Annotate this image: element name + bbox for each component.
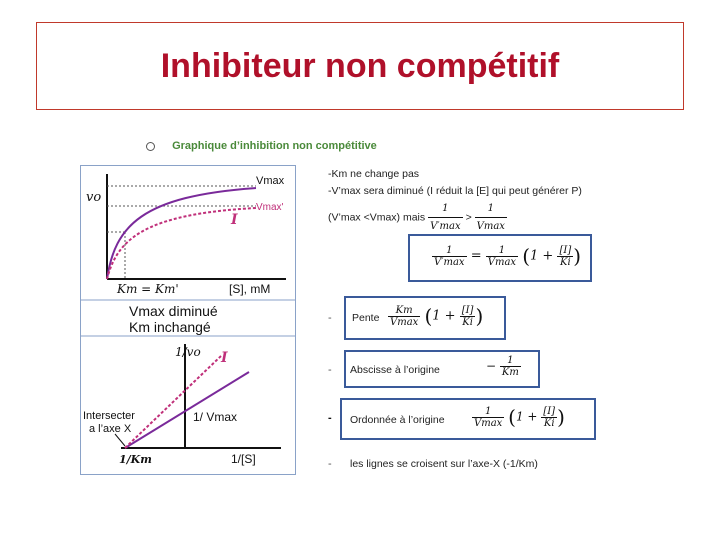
y-intercept-i-over-ki [541, 406, 557, 429]
greater-than-sign: > [465, 211, 472, 224]
inhibition-figure-svg [81, 166, 295, 474]
right-paren: ) [557, 405, 565, 429]
x-intercept-fraction [500, 355, 521, 378]
top-y-label: vo [86, 190, 102, 205]
intercept-label: 1/ Vmax [193, 410, 238, 424]
left-paren: ( [522, 244, 531, 268]
fraction-vmax [475, 200, 507, 235]
fraction-numerator: 1 [486, 245, 518, 257]
fraction-numerator: [I] [543, 405, 556, 417]
fraction-denominator: Ki [462, 316, 473, 328]
lines-cross-note: les lignes se croisent sur l’axe-X (-1/Km) [350, 458, 538, 470]
bottom-x-label: 1/[S] [231, 452, 256, 466]
equation-i-over-ki [557, 245, 573, 268]
y-intercept-label: Ordonnée à l’origine [350, 414, 445, 426]
fraction-denominator: Km [501, 367, 519, 378]
top-inhibitor-label: I [231, 212, 238, 228]
fraction-denominator: Vmax [487, 256, 517, 268]
fraction-vmax-prime [428, 200, 463, 235]
notes [328, 166, 582, 235]
dash-bullet: - [328, 364, 332, 376]
intersect-label-2: a l’axe X [89, 423, 132, 435]
fraction-denominator: Ki [560, 256, 571, 268]
fraction-numerator: 1 [475, 200, 507, 218]
bottom-inhibitor-label: I [221, 350, 228, 366]
one-plus: 1 + [515, 409, 538, 424]
slope-formula [388, 304, 483, 328]
fraction-denominator: Vmax [390, 316, 419, 328]
fraction-numerator: 1 [500, 355, 521, 367]
dash-bullet: - [328, 412, 332, 424]
one-plus: 1 + [432, 308, 456, 324]
slope-fraction [388, 305, 420, 328]
y-intercept-formula [472, 405, 565, 429]
x-intercept-box [344, 350, 540, 388]
subtitle-row [146, 140, 377, 152]
slope-i-over-ki [460, 305, 476, 328]
fraction-denominator: V′max [430, 221, 461, 232]
left-paren: ( [424, 304, 433, 328]
x-intercept-formula [486, 355, 521, 378]
x-intercept-label: Abscisse à l’origine [350, 364, 440, 376]
fraction-numerator: Km [388, 305, 420, 317]
intersect-arrow [115, 434, 125, 446]
fraction-denominator: V′max [434, 256, 465, 268]
note-inequality [328, 200, 582, 235]
intersect-label-1: Intersecter [83, 410, 135, 422]
fraction-numerator: [I] [461, 304, 474, 316]
fraction-numerator: 1 [472, 406, 504, 418]
note-inequality-prefix: (V’max <Vmax) mais [328, 211, 426, 224]
main-equation [432, 244, 581, 268]
right-paren: ) [475, 304, 484, 328]
km-inchange-text: Km inchangé [129, 319, 211, 335]
vmax-diminue-text: Vmax diminué [129, 303, 218, 319]
fraction-denominator: Vmax [476, 221, 505, 232]
left-paren: ( [508, 405, 516, 429]
fraction-numerator: 1 [428, 200, 463, 218]
slope-label: Pente [352, 312, 380, 324]
top-x-label: [S], mM [229, 282, 271, 296]
page-title: Inhibiteur non compétitif [160, 47, 560, 85]
fraction-denominator: Vmax [474, 417, 503, 429]
bottom-km-label: 1/Km [119, 453, 152, 466]
title-box [36, 22, 684, 110]
fraction-numerator: 1 [432, 245, 467, 257]
dash-bullet: - [328, 458, 332, 470]
one-plus: 1 + [530, 248, 554, 264]
dash-bullet: - [328, 312, 332, 324]
fraction-denominator: Ki [543, 417, 555, 429]
minus-sign: − [486, 359, 497, 373]
uninhibited-curve [107, 188, 256, 279]
inhibited-line [125, 356, 221, 448]
y-intercept-fraction [472, 406, 504, 429]
right-paren: ) [573, 244, 582, 268]
inhibition-figure [80, 165, 296, 475]
equals-sign: = [470, 248, 482, 264]
y-intercept-box [340, 398, 596, 440]
equation-lhs [432, 245, 467, 268]
note-vmax: -V’max sera diminué (I réduit la [E] qui peut générer P) [328, 185, 582, 197]
subtitle: Graphique d’inhibition non compétitive [172, 140, 377, 152]
slope-box [344, 296, 506, 340]
equation-rhs [486, 245, 518, 268]
note-km: -Km ne change pas [328, 168, 420, 180]
main-equation-box [408, 234, 592, 282]
km-label: Km = Km' [117, 282, 179, 296]
fraction-numerator: [I] [559, 244, 572, 256]
circle-bullet-icon [146, 142, 155, 151]
vmax-prime-label: Vmax' [256, 202, 284, 213]
bottom-y-label: 1/vo [175, 345, 201, 359]
vmax-label: Vmax [256, 175, 285, 187]
